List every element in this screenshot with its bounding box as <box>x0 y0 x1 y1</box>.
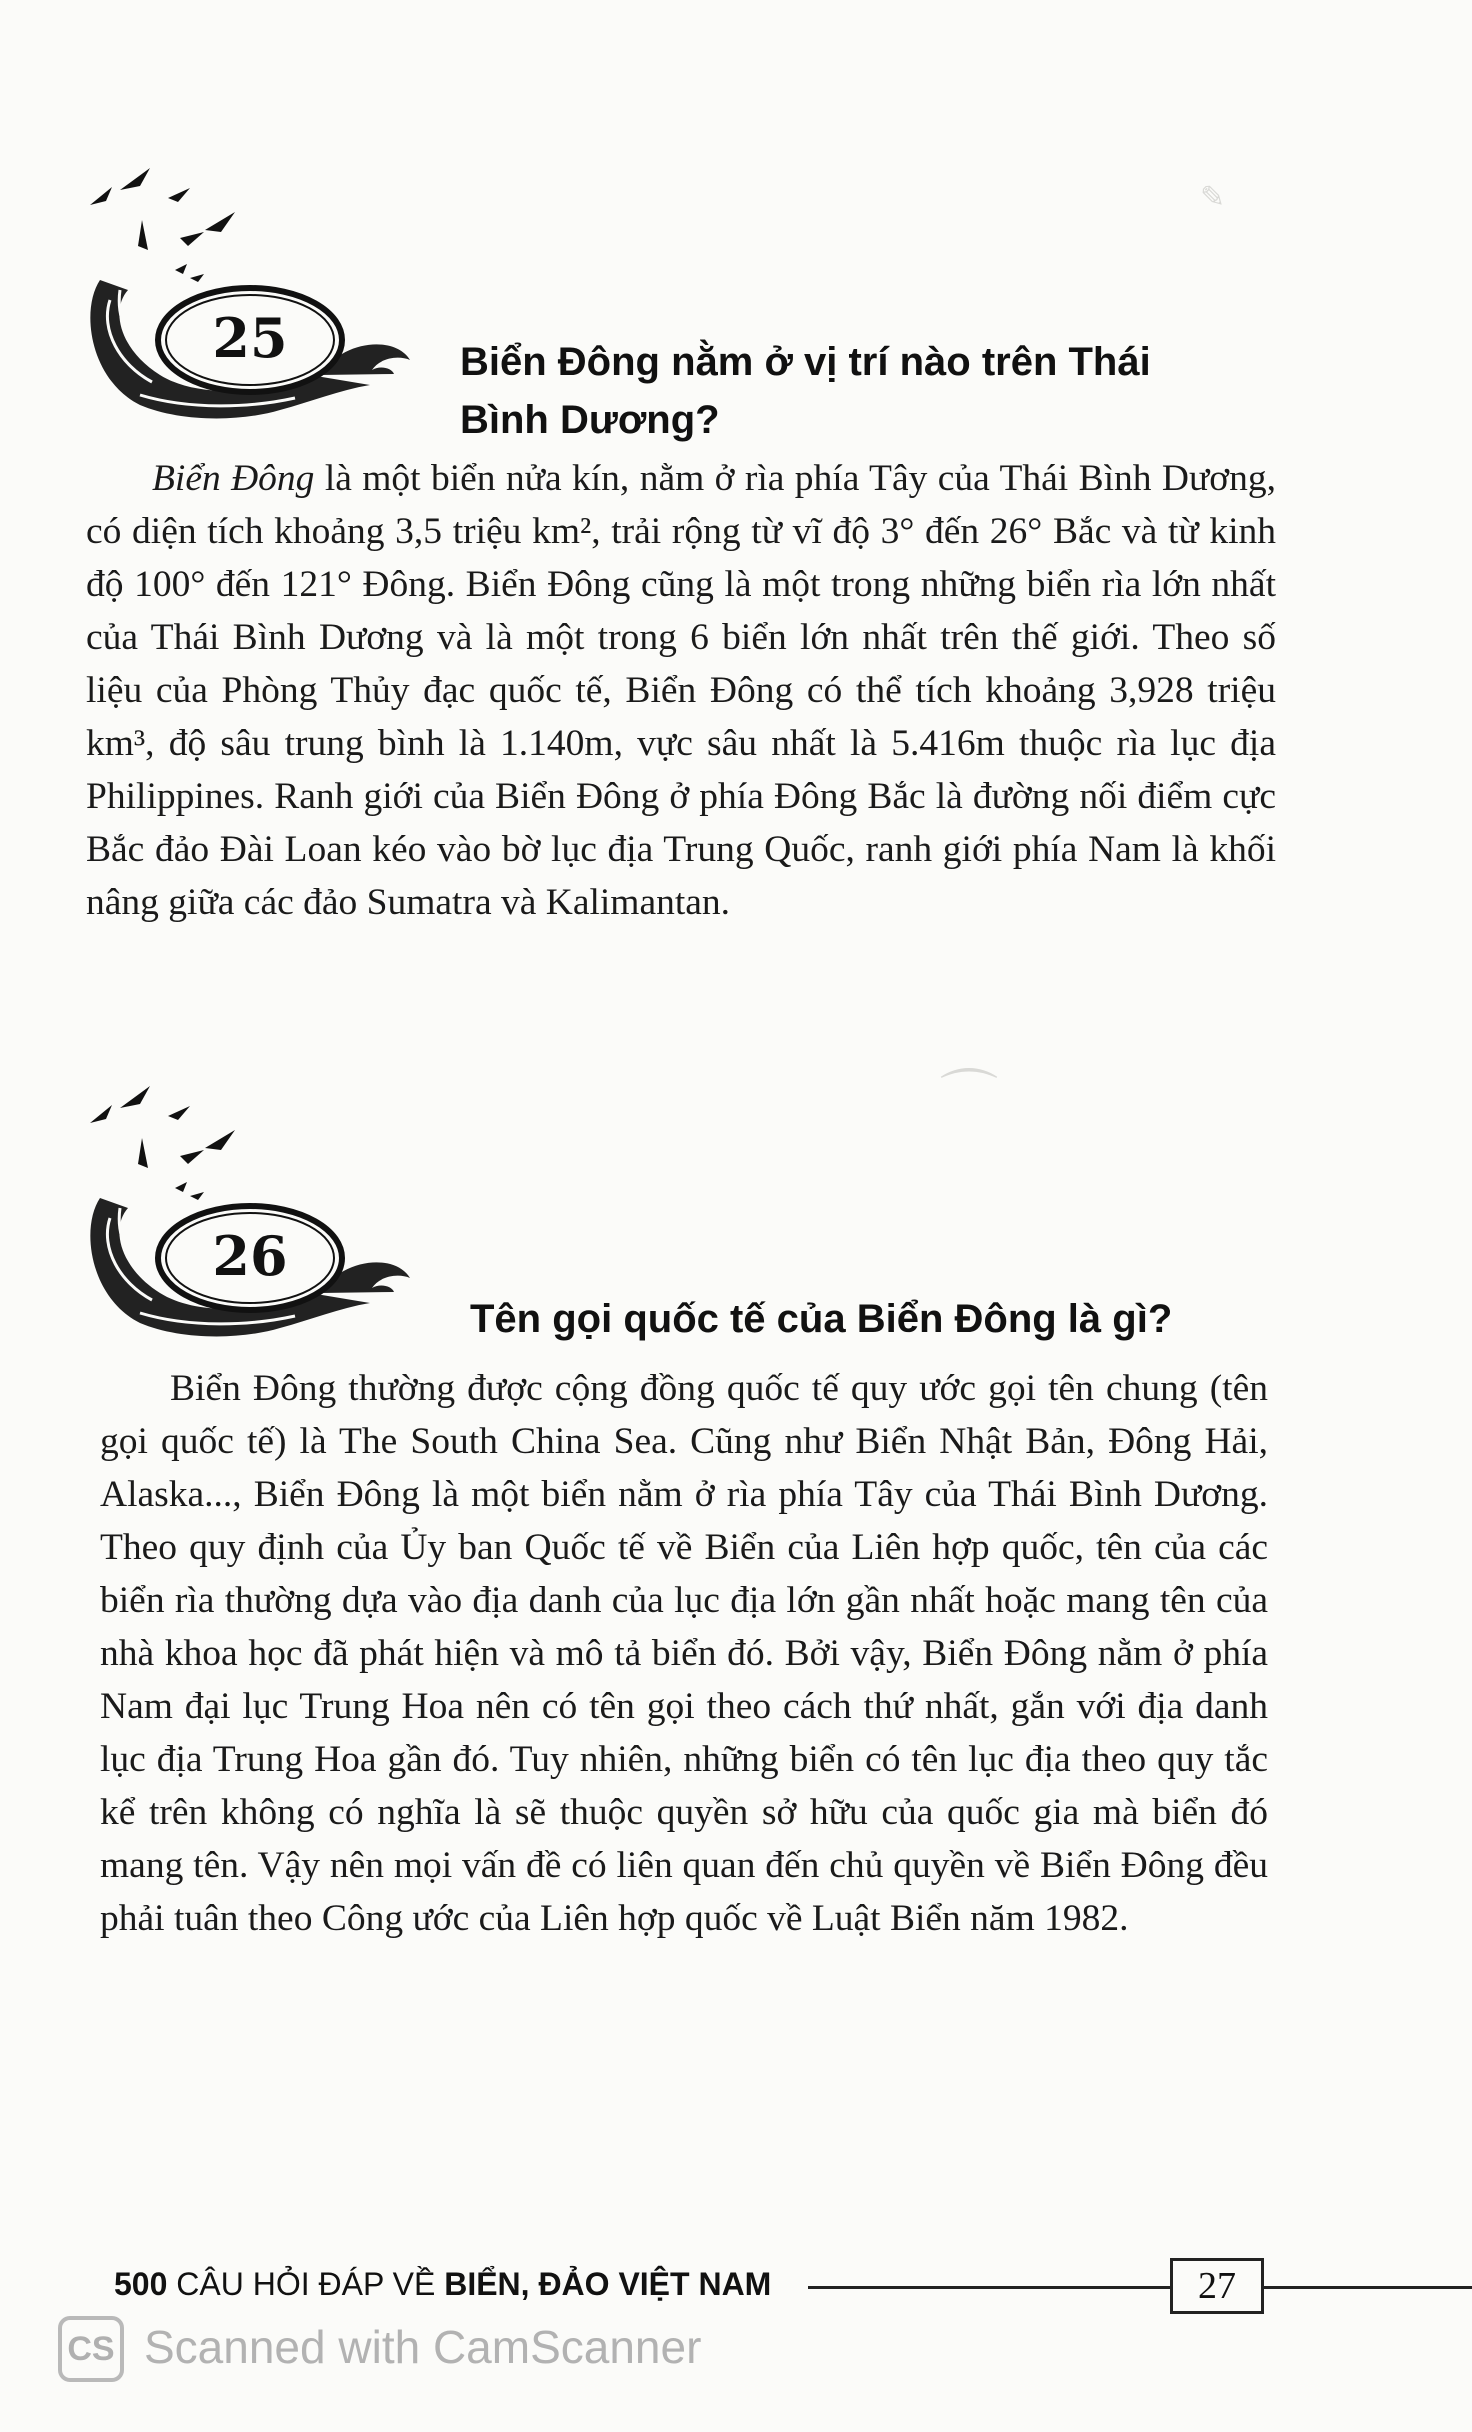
answer-line: Đông nằm ở phía Nam đại lục Trung Hoa nên có tên gọi theo <box>100 1633 1269 1727</box>
question-number: 26 <box>212 1224 288 1288</box>
book-title-bold: BIỂN, ĐẢO VIỆT NAM <box>444 2266 772 2302</box>
answer-line: dựa vào địa danh của lục địa lớn gần nhất hoặc mang tên của <box>341 1580 1269 1621</box>
answer-text <box>100 1362 1268 1945</box>
book-title <box>114 2266 771 2303</box>
footer-rule-left <box>808 2286 1170 2289</box>
answer-line: Dương và là một trong 6 biển lớn nhất trên thế giới. Theo số <box>318 617 1277 658</box>
question-number: 25 <box>212 306 288 370</box>
answer-line: giữa các đảo Sumatra và Kalimantan. <box>168 882 731 923</box>
answer-line: cách thứ nhất, gắn với địa danh lục địa Trung Hoa gần đó. Tuy <box>100 1686 1269 1780</box>
answer-line: liệu của Phòng Thủy đạc quốc tế, Biển Đông có thể tích khoảng <box>86 670 1096 711</box>
page-number: 27 <box>1170 2258 1264 2314</box>
question-title-line: Bình Dương? <box>460 398 720 442</box>
wave-bird-emblem-icon <box>80 160 420 430</box>
answer-line: Đông đều phải tuân theo Công ước của Liên hợp quốc về Luật <box>100 1845 1268 1939</box>
book-title-mid: CÂU HỎI ĐÁP VỀ <box>176 2266 445 2302</box>
question-title <box>470 1290 1172 1348</box>
answer-lead-italic: Biển Đông <box>152 458 315 499</box>
answer-line: nhà khoa học đã phát hiện và mô tả biển đó. Bởi vậy, Biển <box>100 1633 994 1674</box>
answer-line: vào bờ lục địa Trung Quốc, ranh giới phía Nam là khối nâng <box>86 829 1276 923</box>
question-title-line: Tên gọi quốc tế của Biển Đông là gì? <box>470 1297 1173 1341</box>
answer-line: Quốc tế về Biển của Liên hợp quốc, tên của các biển rìa thường <box>100 1527 1269 1621</box>
answer-paragraph <box>100 1362 1268 1945</box>
camscanner-watermark <box>58 2316 818 2386</box>
answer-line: từ vĩ độ 3° đến 26° Bắc và từ kinh độ 100° đến 121° Đông. Biển <box>86 511 1277 605</box>
bleed-through-2: ⌒ <box>940 1065 999 1130</box>
answer-line: tên. Vậy nên mọi vấn đề có liên quan đến chủ quyền về Biển <box>193 1845 1111 1886</box>
camscanner-logo-icon: CS <box>58 2316 124 2382</box>
watermark-text: Scanned with CamScanner <box>144 2321 702 2373</box>
answer-line: nhiên, những biển có tên lục địa theo quy tắc kể trên không có <box>100 1739 1268 1833</box>
answer-line: Nhật Bản, Đông Hải, Alaska..., Biển Đông là một biển nằm ở <box>100 1421 1268 1515</box>
answer-line: là một biển nửa kín, nằm ở rìa phía Tây của <box>314 458 990 499</box>
wave-bird-emblem-icon <box>80 1078 420 1348</box>
answer-line: rìa phía Tây của Thái Bình Dương. Theo quy định của Ủy ban <box>100 1474 1268 1568</box>
book-title-prefix: 500 <box>114 2266 177 2302</box>
answer-line: ở phía Đông Bắc là đường nối điểm cực Bắc đảo Đài Loan kéo <box>86 776 1276 870</box>
footer-rule-right <box>1264 2286 1472 2289</box>
question-title-line: Biển Đông nằm ở vị trí nào trên Thái <box>460 340 1151 384</box>
answer-line: 5.416m thuộc rìa lục địa Philippines. Ranh giới của Biển Đông <box>86 723 1276 817</box>
answer-line: Thái Bình Dương, có diện tích khoảng 3,5 triệu km², trải rộng <box>86 458 1276 552</box>
question-title <box>460 333 1151 449</box>
answer-line: 3,928 triệu km³, độ sâu trung bình là 1.140m, vực sâu nhất là <box>86 670 1276 764</box>
answer-line: chung (tên gọi quốc tế) là The South China Sea. Cũng như Biển <box>100 1368 1268 1462</box>
page-footer <box>0 2254 1472 2314</box>
answer-text <box>86 452 1276 929</box>
answer-line: Biển năm 1982. <box>889 1898 1129 1939</box>
bleed-through-1: ✎ <box>1200 181 1226 214</box>
answer-line: Biển Đông thường được cộng đồng quốc tế quy ước gọi tên <box>170 1368 1094 1409</box>
answer-paragraph <box>86 452 1276 929</box>
answer-line: Đông cũng là một trong những biển rìa lớn nhất của Thái Bình <box>86 564 1276 658</box>
answer-line: nghĩa là sẽ thuộc quyền sở hữu của quốc gia mà biển đó mang <box>100 1792 1268 1886</box>
